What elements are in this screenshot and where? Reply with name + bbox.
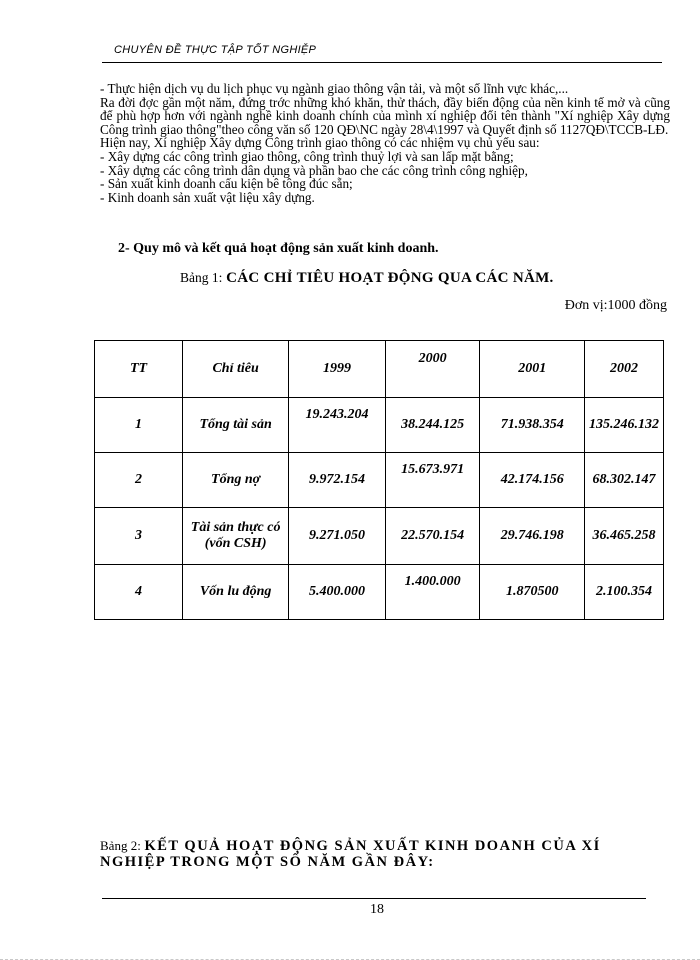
cell-indicator: Tổng tài sản [183,398,289,453]
table-row [95,453,664,508]
cell-tt: 1 [95,398,183,453]
cell-1999: 9.271.050 [289,508,386,565]
task-item: - Xây dựng các công trình giao thông, công trình thuỷ lợi và san lấp mặt bằng; [100,148,514,164]
cell-tt: 4 [95,565,183,620]
task-item: - Xây dựng các công trình dân dụng và phần bao che các công trình công nghiệp, [100,162,528,178]
cell-tt: 3 [95,508,183,565]
header-2000: 2000 [385,341,480,398]
cell-2001: 42.174.156 [480,453,585,508]
table-row [95,565,664,620]
header-1999: 1999 [289,341,386,398]
cell-1999: 5.400.000 [289,565,386,620]
header-tt: TT [95,341,183,398]
cell-2000: 1.400.000 [385,565,480,620]
footer-rule [102,898,646,899]
section-heading: 2- Quy mô và kết quả hoạt động sản xuất kinh doanh. [118,241,439,256]
paragraph-services: - Thực hiện dịch vụ du lịch phục vụ ngành giao thông vận tải, và một số lĩnh vực khác,... [100,81,569,96]
cell-2002: 68.302.147 [585,453,664,508]
cell-2001: 29.746.198 [480,508,585,565]
table1-title: CÁC CHỈ TIÊU HOẠT ĐỘNG QUA CÁC NĂM. [226,270,554,286]
cell-indicator: Tổng nợ [183,453,289,508]
body-text [100,82,670,204]
task-item: - Kinh doanh sản xuất vật liệu xây dựng. [100,189,315,205]
cell-2002: 36.465.258 [585,508,664,565]
cell-2002: 135.246.132 [585,398,664,453]
cell-2000: 15.673.971 [385,453,480,508]
paragraph-tasks-intro: Hiện nay, Xí nghiệp Xây dựng Công trình giao thông có các nhiệm vụ chủ yếu sau: [100,135,540,151]
table1-label: Bảng 1: [180,270,223,285]
cell-2002: 2.100.354 [585,565,664,620]
cell-2000: 22.570.154 [385,508,480,565]
indicators-table [94,340,664,620]
paragraph-history: Ra đời đợc gần một năm, đứng trớc những khó khăn, thử thách, đầy biến động của nền kinh tế mở và cũng để phù hợp hơn với ngành nghề kinh doanh chính của mình xí nghiệp đổi tên thành "Xí nghiệp Xây dựng Công trình giao thông"theo công văn số 120 QĐ\NC ngày 28\4\1997 và Quyết định số 1127QĐ\TCCB-LĐ. [100,94,670,137]
header-2002: 2002 [585,341,664,398]
page-header-title: CHUYÊN ĐỀ THỰC TẬP TỐT NGHIỆP [114,44,317,56]
table-row [95,508,664,565]
page-number: 18 [370,902,384,917]
cell-tt: 2 [95,453,183,508]
cell-indicator: Tài sản thực có (vốn CSH) [183,508,289,565]
table2-caption [100,838,670,870]
table-row [95,398,664,453]
cell-1999: 9.972.154 [289,453,386,508]
cell-indicator: Vốn lu động [183,565,289,620]
header-2001: 2001 [480,341,585,398]
table1-caption [180,270,554,287]
cell-2001: 71.938.354 [480,398,585,453]
table2-title: KẾT QUẢ HOẠT ĐỘNG SẢN XUẤT KINH DOANH CỦA XÍ NGHIỆP TRONG MỘT SỐ NĂM GẦN ĐÂY: [100,838,601,870]
table1-unit: Đơn vị:1000 đồng [564,298,667,313]
cell-1999: 19.243.204 [289,398,386,453]
task-item: - Sản xuất kinh doanh cấu kiện bê tông đúc sẵn; [100,176,353,192]
header-rule [102,62,662,63]
cell-2001: 1.870500 [480,565,585,620]
cell-2000: 38.244.125 [385,398,480,453]
table-header-row [95,341,664,398]
table2-label: Bảng 2: [100,838,141,853]
header-indicator: Chỉ tiêu [183,341,289,398]
